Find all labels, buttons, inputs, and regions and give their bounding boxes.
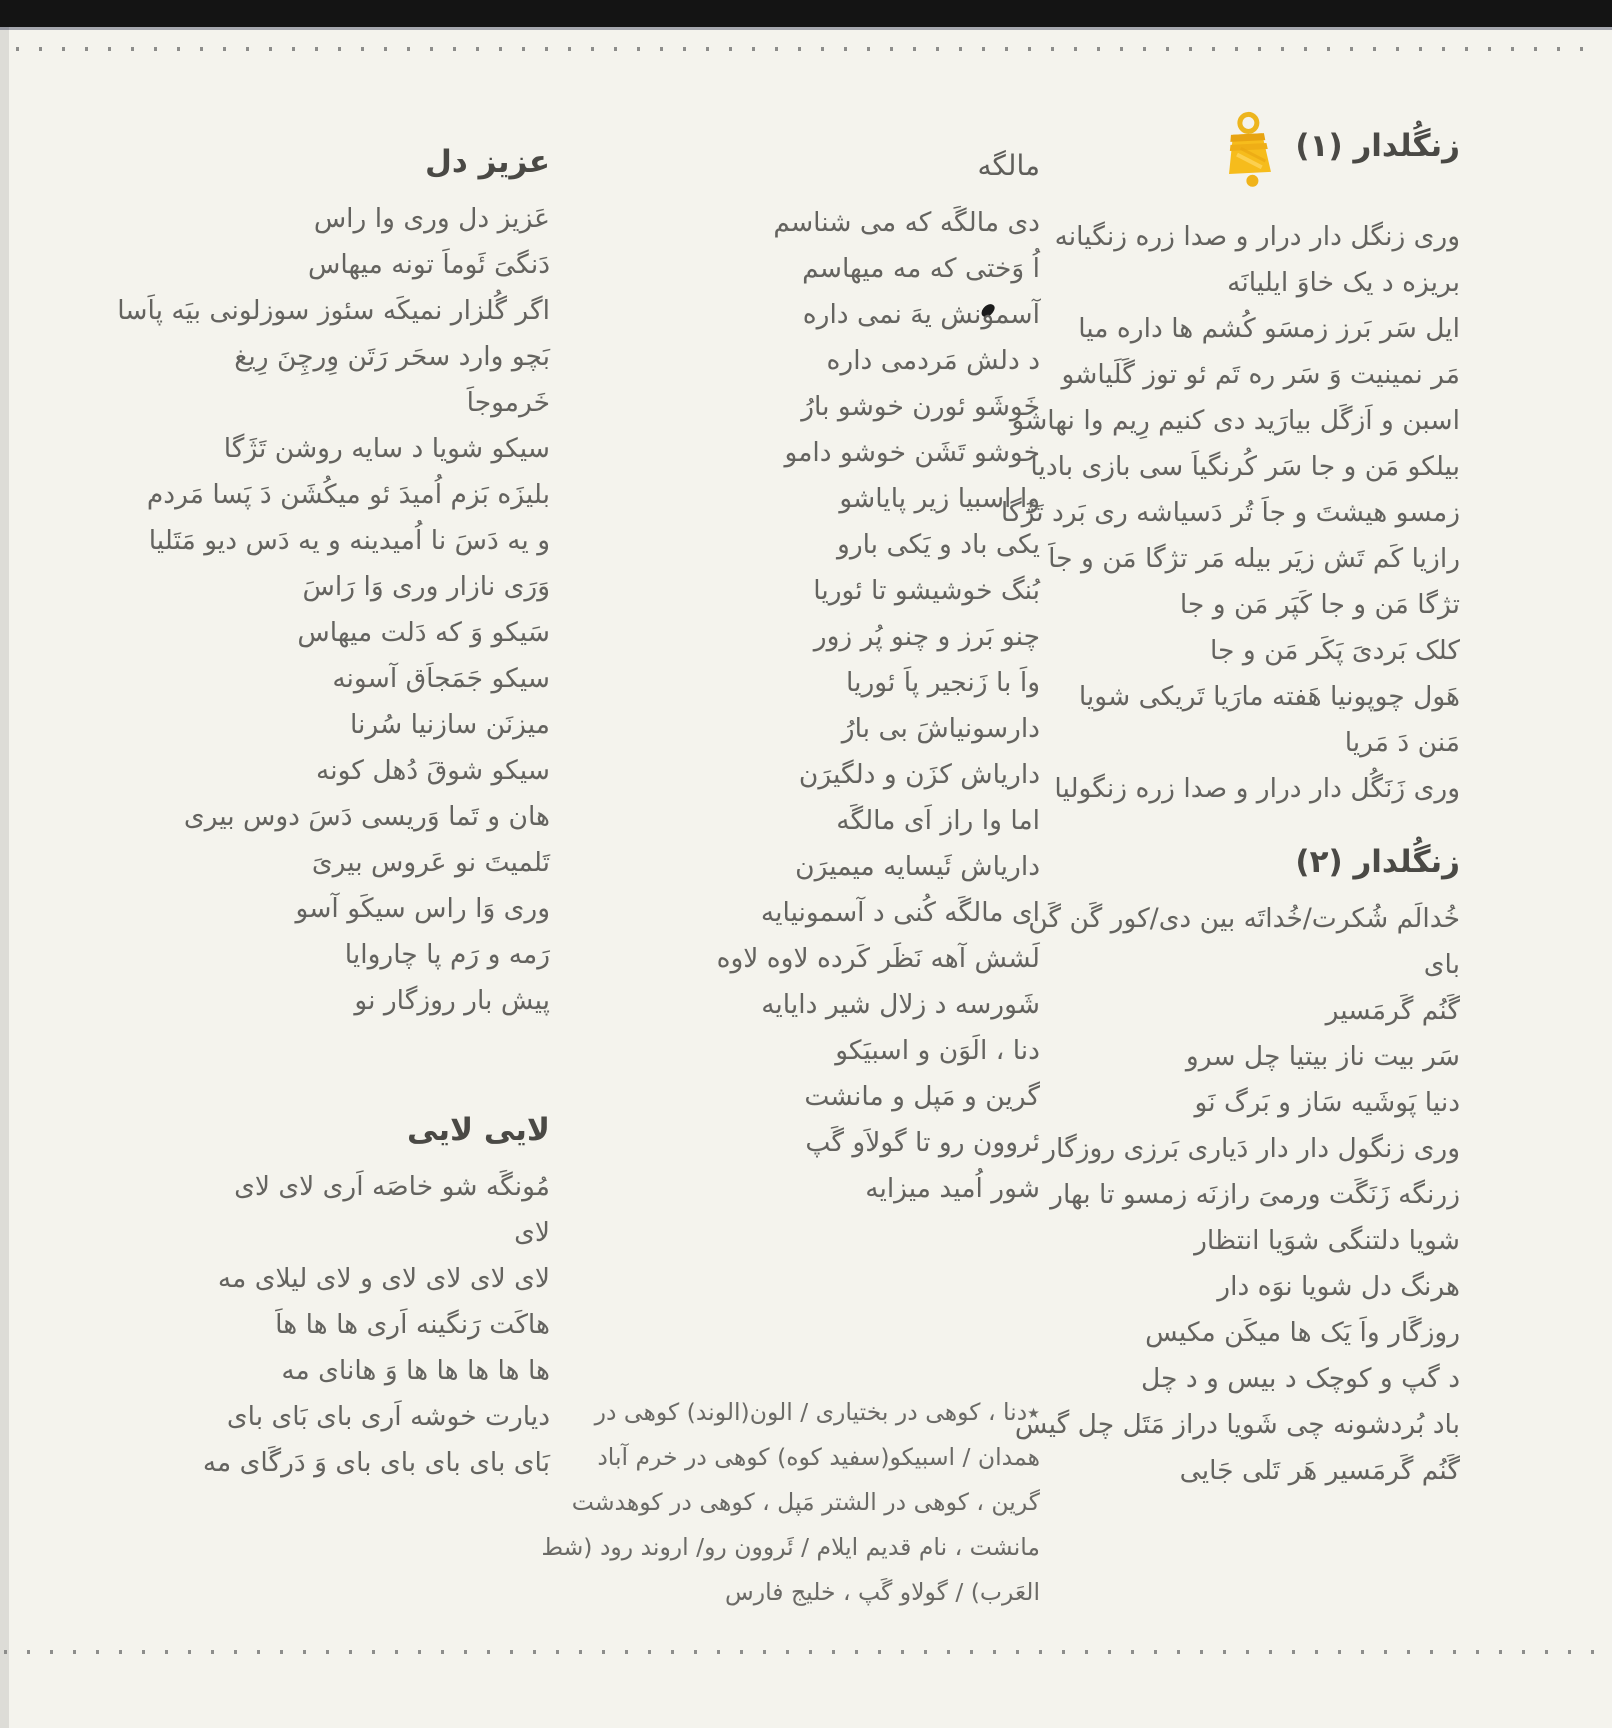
poem-line: هَول چوپونیا هَفته مارَیا تَریکی شویا xyxy=(1078,681,1460,712)
poem-line: تژگا مَن و جا کَپَر مَن و جا xyxy=(1179,589,1460,620)
poem-line: خوشو تَشَن خوشو دامو xyxy=(784,437,1040,468)
poem-line: و یه دَسَ نا اُمیدینه و یه دَس دیو مَتَلیا xyxy=(148,525,550,556)
scan-top-edge xyxy=(0,0,1612,27)
poem-line: بریزه د یک خاوَ ایلیانَه xyxy=(1227,267,1460,298)
poem-line: لَشش آهه نَظَر کَرده لاوه لاوه xyxy=(716,943,1040,974)
poem-line: هرنگ دل شویا نوَه دار xyxy=(1217,1271,1460,1302)
poem-line: باد بُردشونه چی شَویا دراز مَتَل چل گیس xyxy=(1014,1409,1460,1440)
poem-line: دارسونیاشَ بی بارُ xyxy=(841,713,1040,744)
poem-line: رازیا کَم تَش زیَر بیله مَر تژگا مَن و جاَ xyxy=(1048,543,1460,574)
poem-line: تَلمیتَ نو عَروس بیریَ xyxy=(311,847,550,878)
footnote-line: مانشت ، نام قدیم ایلام / ئَروون رو/ اروند رود (شط xyxy=(541,1533,1040,1561)
footnote xyxy=(541,1390,1040,1615)
poem-line: مُونگَه شو خاصَه اَری لای لای xyxy=(234,1171,550,1202)
poem-line: د گپ و کوچک د بیس و د چل xyxy=(1140,1363,1460,1394)
section-title-zangoldar-2: زنگُلدار (۲) xyxy=(1295,844,1460,880)
poem-line: یکی باد و یَکی بارو xyxy=(837,529,1040,560)
footnote-line: ٭دنا ، کوهی در بختیاری / الون(الوند) کوهی در xyxy=(594,1398,1040,1426)
poem-line: وری زَنَگُل دار درار و صدا زره زنگولیا xyxy=(1054,773,1460,804)
poem-lines-aziz-del xyxy=(5,196,550,1024)
poem-line: اگر گُلزار نمیکَه سئوز سوزلونی بیَه پاَسا xyxy=(117,295,550,326)
poem-line: وری زنگول دار دار دَیاری بَرزی روزگار xyxy=(1043,1133,1460,1164)
poem-line: وری وَا راس سیکَو آسو xyxy=(295,893,550,924)
poem-line: دی مالگَه که می شناسم xyxy=(773,207,1040,238)
poem-line: میزنَن سازنیا سُرنا xyxy=(349,709,550,740)
perforation-dotted-line-top xyxy=(16,47,1596,51)
bell-icon xyxy=(1215,108,1282,199)
poem-line: روزگَار واَ یَک ها میکَن مکیس xyxy=(1145,1317,1460,1348)
poem-line: خَرموجاَ xyxy=(466,387,550,418)
poem-line: چنو بَرز و چنو پُر زور xyxy=(813,621,1040,652)
poem-lines-malge xyxy=(565,200,1040,1212)
perforation-dotted-line-bottom xyxy=(4,1650,1608,1654)
poem-line: ایل سَر بَرز زمسَو کُشم ها داره میا xyxy=(1078,313,1460,344)
poem-line: گرین و مَپل و مانشت xyxy=(804,1081,1040,1112)
poem-line: بُنگ خوشیشو تا ئوریا xyxy=(813,575,1040,606)
poem-line: بَچو وارد سحَر رَتَن وِرچِنَ رِیغ xyxy=(234,341,550,372)
footnote-line: العَرب) / گولاو گَپ ، خلیج فارس xyxy=(725,1578,1040,1606)
poem-line: واَ با زَنجیر پاَ ئوریا xyxy=(846,667,1040,698)
section-title-layi-layi: لایی لایی xyxy=(407,1112,550,1148)
poem-line: کلک بَردیَ پَکَر مَن و جا xyxy=(1209,635,1460,666)
poem-line: دنا ، الَوَن و اسبیَکو xyxy=(835,1035,1040,1066)
poem-line: خُدالَم شُکرت/خُداتَه بین دی/کور گَن گَن xyxy=(1028,903,1460,934)
poem-line: سَیکو وَ که دَلت میهاس xyxy=(297,617,550,648)
poem-line: آسمونش یهَ نمی داره xyxy=(802,299,1040,330)
poem-line: بَای بای بای بای بای وَ دَرگَای مه xyxy=(202,1447,550,1478)
poem-line: شویا دلتنگی شوَیا انتظار xyxy=(1194,1225,1460,1256)
poem-line: اسبن و اَزگَل بیارَید دی کنیم رِیم وا نهاشو xyxy=(1011,405,1460,436)
footnote-lines xyxy=(541,1390,1040,1615)
poem-line: لای xyxy=(514,1217,550,1248)
poem-line: سیکو جَمَجاَق آسونه xyxy=(332,663,550,694)
footnote-line: همدان / اسبیکو(سفید کوه) کوهی در خرم آباد xyxy=(597,1443,1040,1471)
poem-line: مَر نمینیت وَ سَر ره تَم ئو توز گَلَیاشو xyxy=(1061,359,1460,390)
section-title-aziz-del: عزیز دل xyxy=(425,144,550,180)
poem-line: وَرَی نازار وری وَا رَاسَ xyxy=(302,571,550,602)
poem-line: ها ها ها ها ها وَ هانای مه xyxy=(281,1355,550,1386)
column-aziz-del xyxy=(5,142,550,1486)
poem-line: دَنگیَ ئَوماَ تونه میهاس xyxy=(308,249,550,280)
poem-line: داریاش کزَن و دلگیرَن xyxy=(798,759,1040,790)
poem-line: شور اُمید میزایه xyxy=(865,1173,1040,1204)
poem-line: سیکو شویا د سایه روشن تَژَگا xyxy=(223,433,550,464)
column-malge xyxy=(565,146,1040,1212)
poem-line: ای مالگَه کُنی د آسمونیایه xyxy=(760,897,1040,928)
footnote-line: گرین ، کوهی در الشتر مَپل ، کوهی در کوهدشت xyxy=(571,1488,1040,1516)
poem-line: بیلکو مَن و جا سَر کُرنگیاَ سی بازی بادیا xyxy=(1030,451,1460,482)
poem-line: عَزیز دل وری وا راس xyxy=(313,203,550,234)
poem-line: رَمه و رَم پا چاروایا xyxy=(344,939,550,970)
poem-line: شَورسه د زلال شیر دایایه xyxy=(761,989,1040,1020)
poem-line: هان و تَما وَریسی دَسَ دوس بیری xyxy=(183,801,550,832)
poem-line: لای لای لای لای و لای لیلای مه xyxy=(217,1263,550,1294)
poem-line: خَوشَو ئورن خوشو بارُ xyxy=(801,391,1040,422)
poem-line: زرنگه زَنَگَت ورمیَ رازنَه زمسو تا بهار xyxy=(1050,1179,1460,1210)
poem-line: مَنن دَ مَریا xyxy=(1344,727,1460,758)
poem-line: دنیا پَوشَیه سَاز و بَرگ نَو xyxy=(1194,1087,1460,1118)
poem-line: سَر بیت ناز بیتیا چل سرو xyxy=(1185,1041,1460,1072)
poem-line: اُ وَختی که مه میهاسم xyxy=(802,253,1040,284)
poem-line: وری زنگل دار درار و صدا زره زنگیانه xyxy=(1054,221,1460,252)
section-title-zangoldar-1: زنگُلدار (۱) xyxy=(1295,128,1460,164)
poem-line: گَنُم گَرمَسیر xyxy=(1325,995,1460,1026)
poem-line: بای xyxy=(1423,949,1460,980)
poem-line: اما وا راز اَی مالگَه xyxy=(836,805,1040,836)
poem-lines-layi-layi xyxy=(5,1164,550,1486)
poem-line: داریاش ئَیسایه میمیرَن xyxy=(795,851,1040,882)
poem-line: بلیزَه بَزم اُمیدَ ئو میکُشَن دَ پَسا مَردم xyxy=(146,479,550,510)
poem-line: ئروون رو تا گولاَو گَپ xyxy=(805,1127,1040,1158)
poem-line: سیکو شوقَ دُهل کونه xyxy=(316,755,550,786)
poem-line: وا اسبیا زیر پایاشو xyxy=(839,483,1040,514)
poem-line: زمسو هیشتَ و جاَ تُر دَسیاشه ری بَرد تَژَگا xyxy=(1000,497,1460,528)
section-title-malge: مالگه xyxy=(977,149,1040,182)
poem-line: د دلش مَردمی داره xyxy=(826,345,1040,376)
poem-line: گَنُم گَرمَسیر هَر تَلی جَایی xyxy=(1179,1455,1460,1486)
poem-line: دیارت خوشه اَری بای بَای بای xyxy=(226,1401,550,1432)
poem-line: پیش بار روزگار نو xyxy=(354,985,550,1016)
poem-line: هاکَت رَنگینه اَری ها ها هاَ xyxy=(275,1309,550,1340)
